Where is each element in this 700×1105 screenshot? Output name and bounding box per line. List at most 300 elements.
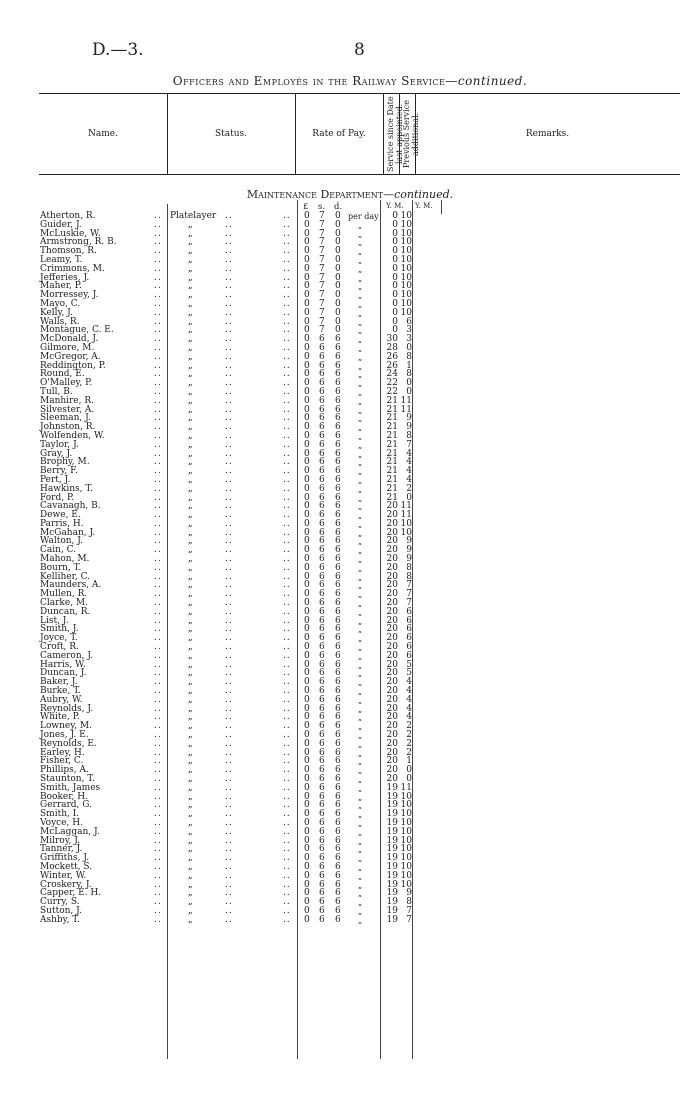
rate-shillings: 6: [319, 817, 325, 828]
rate-shillings: 6: [319, 615, 325, 626]
service-months: 10: [400, 835, 412, 846]
leader-dots: ..: [225, 510, 233, 521]
rate-pounds: 0: [304, 703, 310, 714]
table-row: [0, 520, 700, 529]
employee-name: Kelly, J.: [40, 307, 73, 318]
per-day-ditto: „: [358, 845, 363, 855]
employee-name: Curry, S.: [40, 897, 80, 908]
rate-pence: 0: [335, 246, 341, 257]
leader-dots: ..: [283, 633, 291, 644]
status-ditto: „: [188, 624, 193, 635]
service-months: 9: [406, 422, 412, 433]
leader-dots: ..: [154, 263, 162, 274]
rate-shillings: 6: [319, 501, 325, 512]
rate-pounds: 0: [304, 580, 310, 591]
status-ditto: „: [188, 686, 193, 697]
table-row: [0, 335, 700, 344]
status-ditto: „: [188, 316, 193, 327]
leader-dots: ..: [283, 386, 291, 397]
rate-pounds: 0: [304, 316, 310, 327]
leader-dots: ..: [225, 554, 233, 565]
service-months: 6: [406, 642, 412, 653]
table-row: [0, 362, 700, 371]
rate-pounds: 0: [304, 527, 310, 538]
employee-name: Leamy, T.: [40, 254, 83, 265]
status-ditto: „: [188, 448, 193, 459]
rate-pounds: 0: [304, 879, 310, 890]
rate-pounds: 0: [304, 738, 310, 749]
leader-dots: ..: [154, 510, 162, 521]
status-ditto: „: [188, 466, 193, 477]
rate-pence: 6: [335, 571, 341, 582]
employee-name: Staunton, T.: [40, 774, 95, 784]
rate-shillings: 6: [319, 466, 325, 477]
per-day-ditto: „: [358, 343, 363, 353]
service-years: 21: [386, 466, 398, 477]
rate-shillings: 6: [319, 914, 325, 925]
per-day-ditto: „: [358, 519, 363, 529]
rate-shillings: 6: [319, 659, 325, 670]
rate-shillings: 6: [319, 554, 325, 565]
per-day-ditto: „: [358, 739, 363, 749]
status-ditto: „: [188, 562, 193, 573]
leader-dots: ..: [154, 853, 162, 864]
status-ditto: „: [188, 228, 193, 239]
per-day-ditto: „: [358, 889, 363, 899]
rate-shillings: 6: [319, 712, 325, 723]
rate-shillings: 6: [319, 791, 325, 802]
employee-name: Ashby, T.: [40, 914, 80, 925]
per-day-ditto: „: [358, 264, 363, 274]
leader-dots: ..: [154, 360, 162, 371]
rate-pounds: 0: [304, 263, 310, 274]
employee-name: Reynolds, E.: [40, 738, 97, 749]
table-row: [0, 476, 700, 485]
leader-dots: ..: [225, 316, 233, 327]
leader-dots: ..: [283, 501, 291, 512]
status-ditto: „: [188, 589, 193, 600]
rate-pence: 0: [335, 237, 341, 248]
service-years: 20: [386, 677, 398, 688]
leader-dots: ..: [283, 694, 291, 705]
rate-pence: 6: [335, 826, 341, 837]
service-months: 0: [406, 492, 412, 503]
leader-dots: ..: [154, 404, 162, 415]
table-row: [0, 309, 700, 318]
leader-dots: ..: [283, 298, 291, 309]
service-years: 21: [386, 457, 398, 468]
per-day-ditto: „: [358, 458, 363, 468]
employee-name: Cain, C.: [40, 545, 77, 556]
rate-pounds: 0: [304, 861, 310, 872]
leader-dots: ..: [225, 861, 233, 872]
table-row: [0, 898, 700, 907]
leader-dots: ..: [225, 668, 233, 679]
per-day-ditto: „: [358, 484, 363, 494]
per-day-ditto: „: [358, 467, 363, 477]
rate-pounds: 0: [304, 474, 310, 485]
employee-name: Fisher, C.: [40, 756, 84, 767]
per-day-ditto: „: [358, 449, 363, 459]
rate-shillings: 6: [319, 905, 325, 916]
rate-pence: 6: [335, 809, 341, 820]
service-months: 4: [406, 712, 412, 723]
rate-pounds: 0: [304, 228, 310, 239]
leader-dots: ..: [283, 219, 291, 230]
service-years: 20: [386, 554, 398, 565]
rate-pounds: 0: [304, 835, 310, 846]
leader-dots: ..: [283, 510, 291, 521]
rate-pence: 6: [335, 712, 341, 723]
rate-shillings: 6: [319, 360, 325, 371]
employee-name: McDonald, J.: [40, 334, 99, 345]
employee-name: Duncan, J.: [40, 668, 87, 679]
per-day-ditto: „: [358, 405, 363, 415]
leader-dots: ..: [225, 589, 233, 600]
per-day-ditto: „: [358, 854, 363, 864]
rate-pounds: 0: [304, 448, 310, 459]
service-years: 20: [386, 580, 398, 591]
rate-pence: 0: [335, 281, 341, 292]
leader-dots: ..: [154, 809, 162, 820]
employee-name: Bourn, T.: [40, 562, 82, 573]
service-months: 7: [406, 905, 412, 916]
rate-pounds: 0: [304, 642, 310, 653]
employee-name: Maher, P.: [40, 281, 82, 292]
table-row: [0, 661, 700, 670]
rate-pounds: 0: [304, 914, 310, 925]
rate-pence: 6: [335, 448, 341, 459]
status-ditto: „: [188, 386, 193, 397]
rate-pence: 6: [335, 474, 341, 485]
per-day-ditto: „: [358, 704, 363, 714]
title-text: Officers and Employés in the Railway Service—: [172, 74, 458, 88]
service-years: 20: [386, 721, 398, 732]
table-row: [0, 441, 700, 450]
leader-dots: ..: [154, 888, 162, 899]
rate-pence: 6: [335, 677, 341, 688]
rate-shillings: 6: [319, 571, 325, 582]
rate-shillings: 6: [319, 897, 325, 908]
rate-pence: 6: [335, 386, 341, 397]
service-years: 20: [386, 765, 398, 776]
leader-dots: ..: [154, 721, 162, 732]
table-row: [0, 881, 700, 890]
service-months: 1: [406, 756, 412, 767]
table-row: [0, 537, 700, 546]
rate-shillings: 6: [319, 677, 325, 688]
employee-name: Sleeman, J.: [40, 413, 91, 424]
rate-pence: 6: [335, 554, 341, 565]
status-ditto: „: [188, 457, 193, 468]
table-row: [0, 757, 700, 766]
rate-pence: 6: [335, 756, 341, 767]
status-ditto: „: [188, 395, 193, 406]
rate-pence: 0: [335, 298, 341, 309]
leader-dots: ..: [225, 712, 233, 723]
service-years: 20: [386, 738, 398, 749]
leader-dots: ..: [225, 325, 233, 336]
leader-dots: ..: [225, 598, 233, 609]
status-ditto: „: [188, 237, 193, 248]
leader-dots: ..: [283, 598, 291, 609]
leader-dots: ..: [283, 254, 291, 265]
table-row: [0, 221, 700, 230]
employee-name: Mayo, C.: [40, 298, 81, 309]
employee-name: Jones, J. E.: [40, 730, 89, 741]
rate-pounds: 0: [304, 466, 310, 477]
leader-dots: ..: [154, 545, 162, 556]
employee-name: List, J.: [40, 615, 69, 626]
employee-name: Gilmore, M.: [40, 342, 95, 353]
rate-shillings: 6: [319, 439, 325, 450]
leader-dots: ..: [154, 659, 162, 670]
rate-shillings: 7: [319, 263, 325, 274]
leader-dots: ..: [154, 474, 162, 485]
per-day-ditto: „: [358, 396, 363, 406]
leader-dots: ..: [225, 492, 233, 503]
table-row: [0, 344, 700, 353]
leader-dots: ..: [283, 263, 291, 274]
leader-dots: ..: [225, 290, 233, 301]
leader-dots: ..: [154, 677, 162, 688]
rate-shillings: 6: [319, 686, 325, 697]
rate-pounds: 0: [304, 844, 310, 855]
rate-pounds: 0: [304, 378, 310, 389]
leader-dots: ..: [225, 615, 233, 626]
leader-dots: ..: [225, 870, 233, 881]
service-months: 10: [400, 272, 412, 283]
leader-dots: ..: [154, 712, 162, 723]
rate-shillings: 6: [319, 800, 325, 811]
service-months: 5: [406, 659, 412, 670]
service-years: 20: [386, 659, 398, 670]
leader-dots: ..: [283, 562, 291, 573]
rate-pounds: 0: [304, 369, 310, 380]
service-years: 21: [386, 492, 398, 503]
leader-dots: ..: [283, 492, 291, 503]
per-day-ditto: „: [358, 906, 363, 916]
leader-dots: ..: [283, 272, 291, 283]
employee-name: Sutton, J.: [40, 905, 82, 916]
leader-dots: ..: [283, 342, 291, 353]
rate-pounds: 0: [304, 633, 310, 644]
leader-dots: ..: [154, 386, 162, 397]
rate-shillings: 6: [319, 738, 325, 749]
service-months: 10: [400, 518, 412, 529]
per-day-ditto: „: [358, 361, 363, 371]
service-years: 0: [392, 237, 398, 248]
employee-name: Thomson, R.: [40, 246, 97, 257]
leader-dots: ..: [154, 650, 162, 661]
leader-dots: ..: [283, 369, 291, 380]
rate-pence: 0: [335, 325, 341, 336]
status-ditto: „: [188, 298, 193, 309]
table-row: [0, 608, 700, 617]
table-row: [0, 432, 700, 441]
status-ditto: „: [188, 272, 193, 283]
rate-pounds: 0: [304, 853, 310, 864]
leader-dots: ..: [154, 466, 162, 477]
leader-dots: ..: [154, 747, 162, 758]
leader-dots: ..: [154, 554, 162, 565]
leader-dots: ..: [283, 351, 291, 362]
leader-dots: ..: [225, 395, 233, 406]
leader-dots: ..: [283, 316, 291, 327]
per-day-ditto: „: [358, 440, 363, 450]
employee-name: Crimmons, M.: [40, 263, 105, 274]
service-years: 21: [386, 483, 398, 494]
unit-shillings: s.: [318, 202, 326, 212]
leader-dots: ..: [225, 474, 233, 485]
rate-pence: 6: [335, 562, 341, 573]
leader-dots: ..: [225, 826, 233, 837]
employee-name: Walton, J.: [40, 536, 84, 547]
rate-shillings: 6: [319, 703, 325, 714]
rate-shillings: 6: [319, 774, 325, 784]
leader-dots: ..: [225, 888, 233, 899]
leader-dots: ..: [283, 650, 291, 661]
leader-dots: ..: [225, 263, 233, 274]
status-ditto: „: [188, 879, 193, 890]
leader-dots: ..: [154, 738, 162, 749]
leader-dots: ..: [225, 809, 233, 820]
rate-pounds: 0: [304, 668, 310, 679]
employee-name: Morressey, J.: [40, 290, 99, 301]
leader-dots: ..: [225, 659, 233, 670]
service-months: 11: [400, 404, 412, 415]
employee-name: Smith, I.: [40, 809, 80, 820]
per-day-ditto: „: [358, 229, 363, 239]
table-row: [0, 669, 700, 678]
per-day-ditto: „: [358, 502, 363, 512]
leader-dots: ..: [283, 879, 291, 890]
employee-name: Smith, James: [40, 782, 101, 793]
leader-dots: ..: [154, 316, 162, 327]
service-years: 20: [386, 536, 398, 547]
rate-pence: 0: [335, 211, 341, 221]
table-row: [0, 828, 700, 837]
leader-dots: ..: [283, 325, 291, 336]
per-day-ditto: „: [358, 871, 363, 881]
service-years: 20: [386, 712, 398, 723]
service-years: 0: [392, 325, 398, 336]
leader-dots: ..: [154, 571, 162, 582]
per-day-ditto: „: [358, 537, 363, 547]
leader-dots: ..: [154, 879, 162, 890]
service-months: 3: [406, 334, 412, 345]
rate-pence: 6: [335, 694, 341, 705]
per-day-ditto: „: [358, 546, 363, 556]
rate-shillings: 6: [319, 518, 325, 529]
leader-dots: ..: [154, 562, 162, 573]
leader-dots: ..: [283, 228, 291, 239]
table-row: [0, 414, 700, 423]
table-row: [0, 819, 700, 828]
rate-pounds: 0: [304, 800, 310, 811]
employee-name: Cameron, J.: [40, 650, 94, 661]
service-years: 20: [386, 668, 398, 679]
service-years: 0: [392, 246, 398, 257]
rate-pence: 6: [335, 466, 341, 477]
leader-dots: ..: [154, 589, 162, 600]
status-ditto: „: [188, 518, 193, 529]
leader-dots: ..: [154, 422, 162, 433]
table-row: [0, 837, 700, 846]
leader-dots: ..: [283, 914, 291, 925]
rate-shillings: 7: [319, 272, 325, 283]
table-row: [0, 511, 700, 520]
table-row: [0, 265, 700, 274]
leader-dots: ..: [283, 844, 291, 855]
service-years: 19: [386, 826, 398, 837]
per-day-ditto: „: [358, 836, 363, 846]
leader-dots: ..: [283, 730, 291, 741]
table-row: [0, 696, 700, 705]
service-months: 6: [406, 615, 412, 626]
rate-pounds: 0: [304, 360, 310, 371]
leader-dots: ..: [154, 633, 162, 644]
rate-pence: 6: [335, 492, 341, 503]
per-day-ditto: „: [358, 810, 363, 820]
leader-dots: ..: [225, 633, 233, 644]
employee-name: Lowney, M.: [40, 721, 92, 732]
table-row: [0, 793, 700, 802]
leader-dots: ..: [154, 501, 162, 512]
table-row: [0, 485, 700, 494]
rate-pence: 6: [335, 686, 341, 697]
rate-pounds: 0: [304, 457, 310, 468]
title-continued: continued.: [457, 74, 528, 88]
rate-shillings: 6: [319, 853, 325, 864]
employee-name: Round, E.: [40, 369, 85, 380]
employee-name: McGregor, A.: [40, 351, 101, 362]
service-months: 10: [400, 298, 412, 309]
status-ditto: „: [188, 730, 193, 741]
rate-pence: 6: [335, 888, 341, 899]
rate-shillings: 7: [319, 237, 325, 248]
per-day-ditto: „: [358, 423, 363, 433]
leader-dots: ..: [283, 756, 291, 767]
rate-pence: 6: [335, 351, 341, 362]
per-day-ditto: „: [358, 651, 363, 661]
rate-pounds: 0: [304, 888, 310, 899]
leader-dots: ..: [225, 879, 233, 890]
service-years: 19: [386, 861, 398, 872]
table-row: [0, 238, 700, 247]
rate-pounds: 0: [304, 624, 310, 635]
leader-dots: ..: [283, 800, 291, 811]
status-ditto: „: [188, 659, 193, 670]
leader-dots: ..: [283, 413, 291, 424]
leader-dots: ..: [154, 774, 162, 784]
service-years: 22: [386, 378, 398, 389]
leader-dots: ..: [225, 580, 233, 591]
employee-name: Earley, H.: [40, 747, 85, 758]
leader-dots: ..: [283, 791, 291, 802]
leader-dots: ..: [283, 422, 291, 433]
service-months: 4: [406, 703, 412, 714]
status-ditto: „: [188, 712, 193, 723]
employee-name: Joyce, T.: [40, 633, 78, 644]
rate-pounds: 0: [304, 791, 310, 802]
leader-dots: ..: [283, 334, 291, 345]
leader-dots: ..: [283, 677, 291, 688]
leader-dots: ..: [154, 897, 162, 908]
service-years: 0: [392, 228, 398, 239]
leader-dots: ..: [154, 817, 162, 828]
service-months: 7: [406, 589, 412, 600]
